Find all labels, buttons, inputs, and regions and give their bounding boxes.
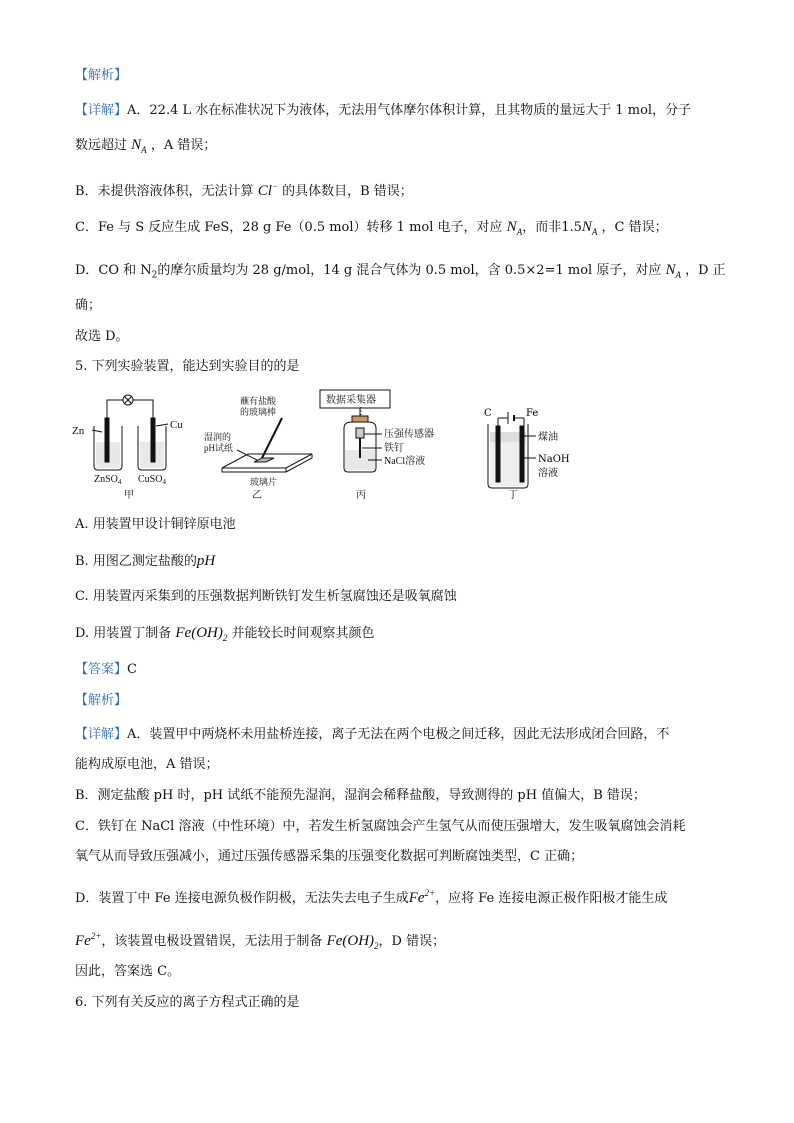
explanation-line-a2 (75, 136, 216, 159)
label-paper-2: pH试纸 (204, 443, 233, 453)
explanation2-line-b: B．测定盐酸 pH 时，pH 试纸不能预先湿润，湿润会稀释盐酸，导致测得的 pH 值偏大，B 错误； (75, 788, 646, 803)
text: ，而非 (522, 220, 562, 235)
answer-line (75, 661, 137, 679)
text: ，A 错误； (150, 138, 217, 153)
caption-jia: 甲 (124, 490, 134, 501)
label-glass: 玻璃片 (250, 477, 278, 487)
chloride-ion: Cl− (257, 181, 278, 199)
label-fe: Fe (526, 408, 539, 419)
explanation2-conclusion: 因此，答案选 C。 (75, 964, 181, 979)
explanation2-line-a2: 能构成原电池，A 错误； (75, 757, 219, 772)
question-5-title: 5. 下列实验装置，能达到实验目的的是 (75, 359, 300, 374)
na-symbol: $N_A$ (665, 262, 681, 280)
option-d: D. 用装置丁制备 $Fe(OH)_2$ 并能较长时间观察其颜色 (75, 625, 375, 643)
label-zn: Zn (72, 425, 85, 437)
explanation2-line-d1: D．装置丁中 Fe 连接电源负极作阴极，无法失去电子生成$Fe^{2+}$，应将 Fe 连接电源正极作阳极才能生成 (75, 888, 668, 906)
detail-tag: 【详解】 (75, 727, 128, 742)
explanation2-line-c1: C．铁钉在 NaCl 溶液（中性环境）中，若发生析氢腐蚀会产生氢气从而使压强增大，发生吸氧腐蚀会消耗 (75, 819, 686, 834)
glass-rod (260, 418, 282, 462)
label-cuso4: CuSO$_4$ (138, 474, 166, 486)
explanation-line-a1 (75, 102, 691, 120)
option-c: C. 用装置丙采集到的压强数据判断铁钉发生析氢腐蚀还是吸氧腐蚀 (75, 589, 457, 604)
text: A．22.4 L 水在标准状况下为液体，无法用气体摩尔体积计算，且其物质的量远大于 1 mol，分子 (127, 103, 692, 118)
text: C．Fe 与 S 反应生成 FeS，28 g Fe（0.5 mol）转移 1 mol 电子，对应 (75, 220, 503, 235)
dots: ⋮ (356, 406, 366, 417)
fe-electrode (520, 426, 524, 482)
label-nail: 铁钉 (384, 443, 404, 454)
ph-symbol: pH (196, 553, 216, 569)
sensor (356, 428, 364, 438)
apparatus-ding (480, 400, 600, 500)
question-6-title: 6. 下列有关反应的离子方程式正确的是 (75, 995, 300, 1010)
explanation-line-d2: 确； (75, 298, 102, 313)
text: 的具体数目，B 错误； (282, 184, 413, 199)
explanation-line-d1 (75, 261, 726, 285)
label-naoh: NaOH (538, 454, 570, 465)
text: ，D 正 (685, 263, 726, 278)
explanation2-line-a1: 【详解】A．装置甲中两烧杯未用盐桥连接，离子无法在两个电极之间迁移，因此无法形成闭合回路，不 (75, 727, 670, 742)
option-b: B. 用图乙测定盐酸的pH (75, 553, 216, 569)
apparatus-figure (72, 388, 432, 500)
label-znso4: ZnSO$_4$ (94, 474, 122, 486)
analysis-header-2: 【解析】 (75, 693, 128, 708)
label-soln: 溶液 (538, 468, 558, 479)
wire-left (107, 400, 123, 418)
text: ，C 错误； (601, 220, 668, 235)
cu-electrode (151, 418, 155, 462)
answer-value: C (127, 662, 137, 677)
label-cu: Cu (170, 419, 183, 431)
label-c: C (484, 408, 492, 419)
fe2-ion: $Fe^{2+}$ (408, 888, 436, 906)
apparatus-svg (72, 388, 432, 500)
label-rod-1: 蘸有盐酸 (240, 396, 277, 406)
answer-tag: 【答案】 (75, 662, 128, 677)
text: 数远超过 (75, 138, 128, 153)
label-kerosene: 煤油 (538, 432, 558, 443)
option-a: A. 用装置甲设计铜锌原电池 (75, 517, 236, 532)
label-collector: 数据采集器 (326, 395, 376, 406)
explanation2-line-d2: $Fe^{2+}$，该装置电极设置错误，无法用于制备 $Fe(OH)_2$，D 错误； (75, 931, 446, 951)
analysis-header-1: 【解析】 (75, 68, 128, 83)
label-paper-1: 湿润的 (204, 432, 232, 442)
label-rod-2: 的玻璃棒 (240, 407, 277, 417)
label-nacl: NaCl溶液 (384, 456, 426, 467)
explanation-line-b (75, 177, 413, 201)
c-electrode (496, 426, 500, 482)
fe2-ion: $Fe^{2+}$ (75, 931, 102, 949)
apparatus-jia (92, 395, 168, 470)
feoh2-formula: $Fe(OH)_2$ (175, 625, 228, 643)
detail-tag: 【详解】 (75, 103, 128, 118)
caption-yi: 乙 (252, 490, 262, 501)
cu-pointer (156, 424, 168, 426)
wire-right (133, 400, 153, 418)
conclusion-line: 故选 D。 (75, 329, 129, 344)
explanation-line-c (75, 218, 668, 241)
caption-bing: 丙 (356, 490, 366, 501)
text: D．CO 和 N (75, 263, 152, 278)
text: B．未提供溶液体积，无法计算 (75, 184, 254, 199)
na-symbol: $N_A$ (506, 219, 523, 237)
feoh2-formula: $Fe(OH)_2$ (326, 933, 379, 951)
text: 的摩尔质量均为 28 g/mol，14 g 混合气体为 0.5 mol，含 0.5×2=1 mol 原子，对应 (157, 263, 662, 278)
subscript: 2 (151, 270, 158, 281)
zn-electrode (105, 418, 109, 462)
apparatus-yi (222, 418, 312, 472)
label-sensor: 压强传感器 (384, 429, 434, 440)
na-symbol: $N_A$ (131, 137, 147, 155)
number: 1.5 (561, 220, 582, 235)
caption-ding: 丁 (508, 490, 518, 500)
explanation2-line-c2: 氧气从而导致压强减小，通过压强传感器采集的压强变化数据可判断腐蚀类型，C 正确； (75, 849, 584, 864)
na-symbol: $N_A$ (581, 219, 598, 237)
